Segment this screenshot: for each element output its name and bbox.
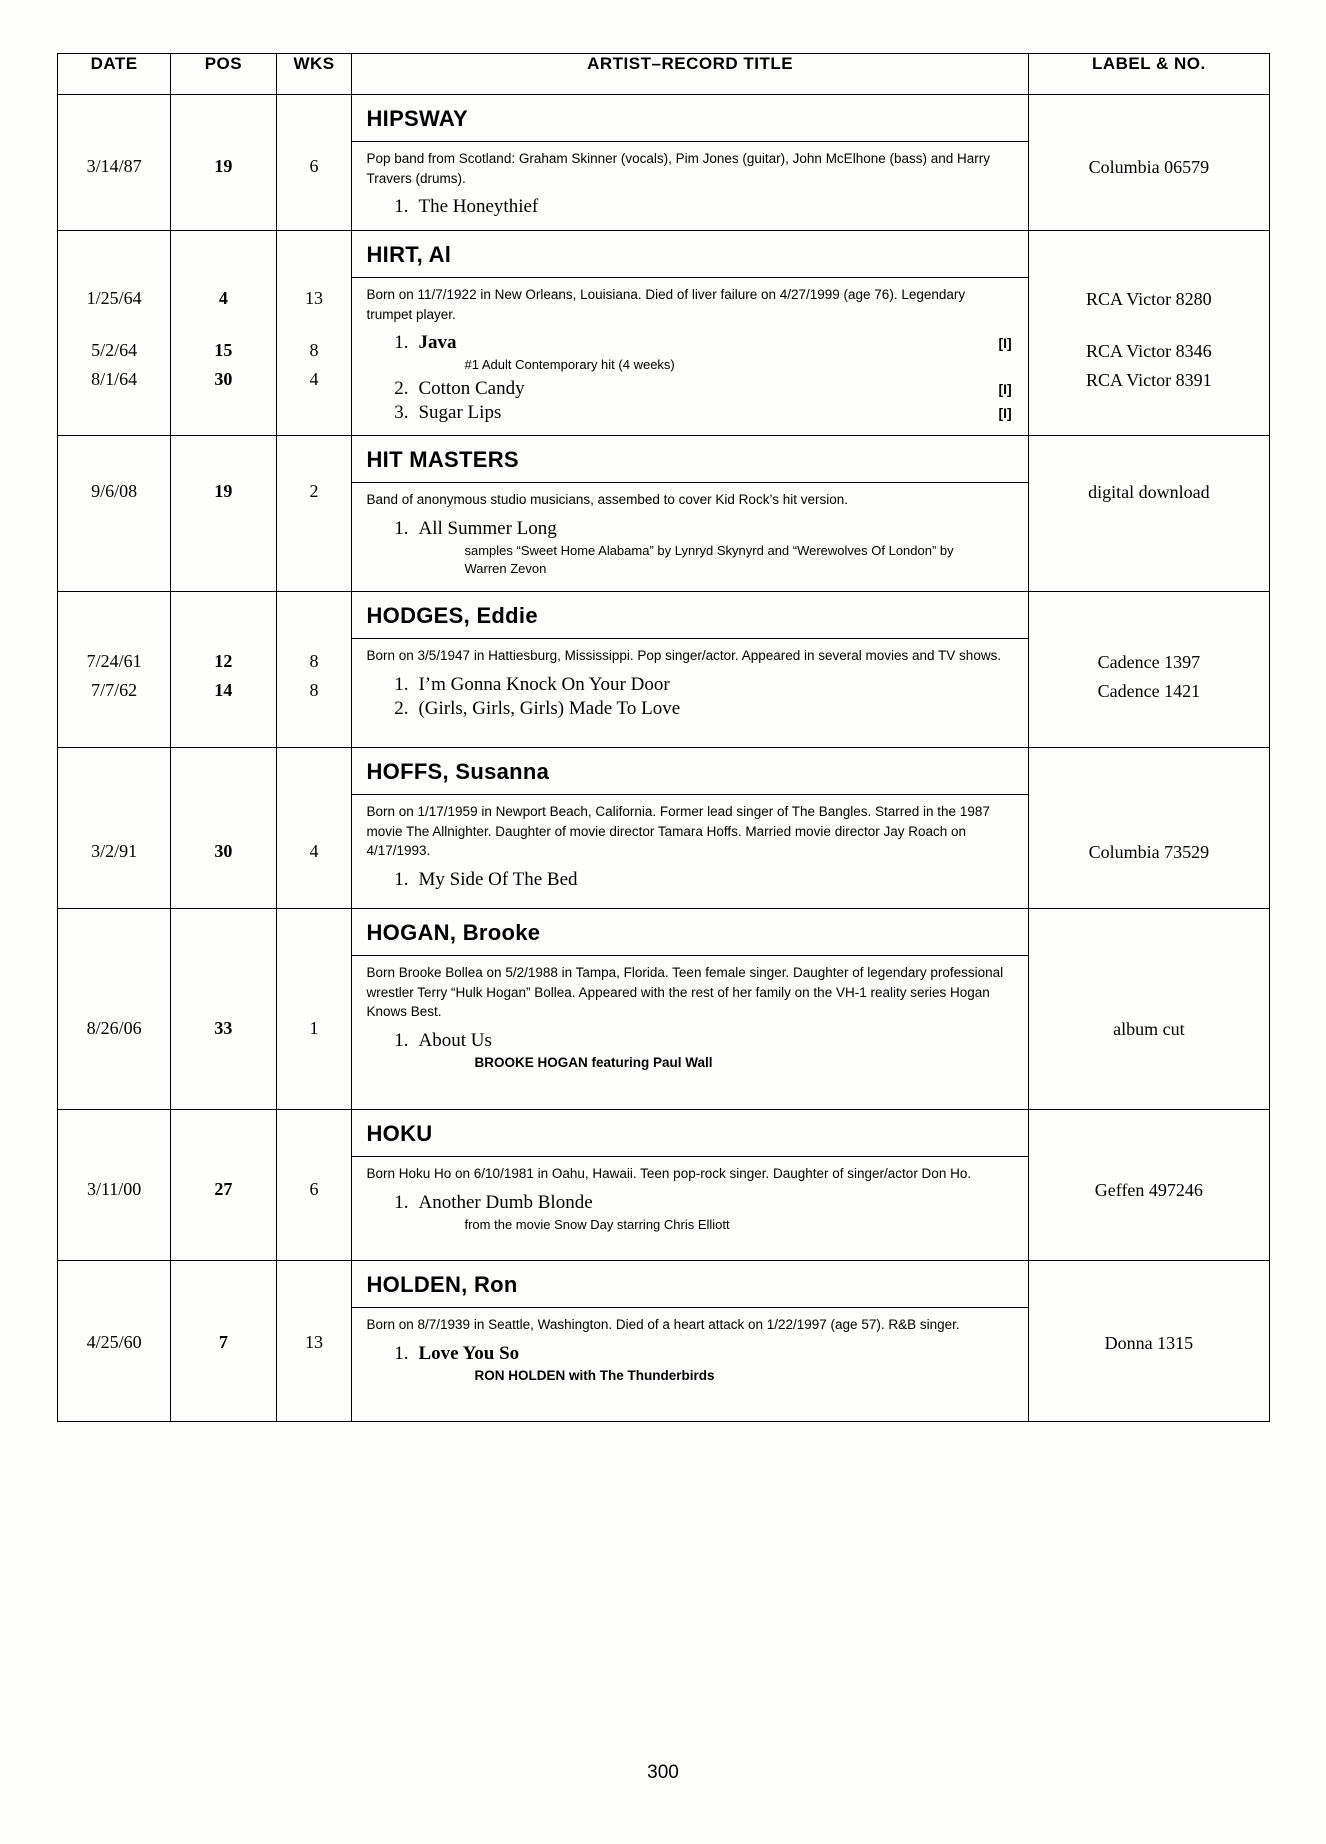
song-number: 1. xyxy=(394,332,409,354)
pos-column xyxy=(171,1261,276,1422)
song-list xyxy=(352,515,1027,591)
record-label-and-number: Columbia 73529 xyxy=(1088,842,1210,863)
wks-column xyxy=(276,1110,352,1261)
chart-date: 3/14/87 xyxy=(86,156,142,176)
song-entry xyxy=(352,868,1027,892)
song-note: samples “Sweet Home Alabama” by Lynryd Skynyrd and “Werewolves Of London” by Warren Zevon xyxy=(464,542,954,577)
wks-column xyxy=(276,592,352,748)
song-number: 2. xyxy=(394,378,409,400)
table-body xyxy=(58,95,1270,1422)
chart-peak-position: 14 xyxy=(214,680,233,701)
artist-name: HODGES, Eddie xyxy=(352,592,1027,639)
chart-peak-position: 30 xyxy=(214,369,233,389)
date-column xyxy=(58,436,171,592)
artist-biography: Born Brooke Bollea on 5/2/1988 in Tampa, Florida. Teen female singer. Daughter of legendary professional wrestler Terry “Hulk Hogan” Bollea. Appeared with the rest of her family on the VH-1 reality series Hogan Knows Best. xyxy=(366,965,1004,1020)
artist-entry-row xyxy=(58,748,1270,909)
record-chart-table xyxy=(57,53,1270,1422)
artist-entry-row xyxy=(58,436,1270,592)
artist-name: HOGAN, Brooke xyxy=(352,909,1027,956)
song-list xyxy=(352,193,1027,229)
chart-peak-position: 30 xyxy=(214,841,233,862)
song-number: 1. xyxy=(394,1342,409,1364)
song-list xyxy=(352,1189,1027,1247)
artist-biography: Born on 1/17/1959 in Newport Beach, California. Former lead singer of The Bangles. Starred in the 1987 movie The Allnighter. Daughter of movie director Tamara Hoffs. Married movie director Jay Roach on 4/17/1993. xyxy=(366,804,990,859)
chart-peak-position: 19 xyxy=(214,481,233,502)
song-number: 1. xyxy=(394,673,409,695)
instrumental-flag: [I] xyxy=(998,335,1012,352)
date-column xyxy=(58,95,171,231)
artist-biography: Born on 3/5/1947 in Hattiesburg, Mississippi. Pop singer/actor. Appeared in several movies and TV shows. xyxy=(366,648,1002,664)
chart-peak-position: 12 xyxy=(214,651,233,672)
song-entry xyxy=(352,401,1027,425)
header-label-no: LABEL & NO. xyxy=(1028,54,1269,95)
label-column xyxy=(1028,95,1269,231)
chart-date: 8/1/64 xyxy=(91,369,138,389)
wks-column xyxy=(276,748,352,909)
chart-date: 4/25/60 xyxy=(86,1332,142,1353)
artist-entry-row xyxy=(58,1110,1270,1261)
artist-record-cell xyxy=(352,1110,1028,1261)
chart-peak-position: 19 xyxy=(214,156,233,176)
artist-name: HOKU xyxy=(352,1110,1027,1157)
wks-column xyxy=(276,909,352,1110)
song-number: 3. xyxy=(394,402,409,424)
chart-weeks: 8 xyxy=(309,340,319,360)
record-label-and-number: Cadence 1421 xyxy=(1097,681,1201,702)
chart-weeks: 8 xyxy=(309,680,319,701)
song-number: 1. xyxy=(394,517,409,539)
chart-date: 7/7/62 xyxy=(91,680,138,701)
record-label-and-number: album cut xyxy=(1113,1019,1185,1040)
chart-peak-position: 15 xyxy=(214,340,233,360)
chart-date: 9/6/08 xyxy=(91,481,138,502)
record-label-and-number: digital download xyxy=(1088,482,1210,503)
song-number: 1. xyxy=(394,1029,409,1051)
chart-weeks: 2 xyxy=(309,481,319,502)
chart-weeks: 8 xyxy=(309,651,319,672)
song-note: BROOKE HOGAN featuring Paul Wall xyxy=(474,1054,713,1070)
song-list xyxy=(352,1027,1027,1086)
pos-column xyxy=(171,748,276,909)
date-column xyxy=(58,748,171,909)
chart-weeks: 4 xyxy=(309,369,319,389)
song-note: from the movie Snow Day starring Chris Elliott xyxy=(464,1216,730,1232)
label-column xyxy=(1028,1110,1269,1261)
artist-entry-row xyxy=(58,95,1270,231)
song-title: Cotton Candy xyxy=(418,378,525,400)
date-column xyxy=(58,592,171,748)
header-wks: WKS xyxy=(276,54,352,95)
record-label-and-number: RCA Victor 8391 xyxy=(1086,370,1212,390)
song-title: (Girls, Girls, Girls) Made To Love xyxy=(418,697,681,719)
chart-peak-position: 33 xyxy=(214,1018,233,1039)
song-title: About Us xyxy=(418,1029,492,1051)
pos-column xyxy=(171,95,276,231)
artist-biography: Pop band from Scotland: Graham Skinner (vocals), Pim Jones (guitar), John McElhone (bass) and Harry Travers (drums). xyxy=(366,151,991,186)
record-label-and-number: RCA Victor 8346 xyxy=(1086,341,1212,361)
pos-column xyxy=(171,231,276,436)
artist-name: HOLDEN, Ron xyxy=(352,1261,1027,1308)
artist-entry-row xyxy=(58,1261,1270,1422)
pos-column xyxy=(171,436,276,592)
header-artist-record-title: ARTIST–RECORD TITLE xyxy=(352,54,1028,95)
chart-date: 8/26/06 xyxy=(86,1018,142,1039)
date-column xyxy=(58,1110,171,1261)
artist-record-cell xyxy=(352,95,1028,231)
chart-weeks: 6 xyxy=(309,156,319,176)
song-title: Love You So xyxy=(418,1342,520,1364)
song-number: 2. xyxy=(394,697,409,719)
artist-record-cell xyxy=(352,231,1028,436)
artist-record-cell xyxy=(352,748,1028,909)
artist-name: HIT MASTERS xyxy=(352,436,1027,483)
song-list xyxy=(352,671,1027,731)
chart-peak-position: 4 xyxy=(218,288,228,308)
song-entry xyxy=(352,1191,1027,1215)
artist-record-cell xyxy=(352,1261,1028,1422)
pos-column xyxy=(171,909,276,1110)
chart-date: 3/11/00 xyxy=(86,1179,142,1200)
song-entry xyxy=(352,331,1027,355)
chart-date: 3/2/91 xyxy=(91,841,138,862)
song-title: Another Dumb Blonde xyxy=(418,1191,593,1213)
song-entry xyxy=(352,673,1027,697)
song-entry xyxy=(352,1342,1027,1366)
artist-entry-row xyxy=(58,592,1270,748)
date-column xyxy=(58,909,171,1110)
wks-column xyxy=(276,231,352,436)
pos-column xyxy=(171,1110,276,1261)
song-list xyxy=(352,866,1027,902)
chart-date: 7/24/61 xyxy=(86,651,142,672)
label-column xyxy=(1028,1261,1269,1422)
label-column xyxy=(1028,436,1269,592)
artist-biography: Band of anonymous studio musicians, assembed to cover Kid Rock’s hit version. xyxy=(366,492,848,508)
song-entry xyxy=(352,517,1027,541)
table-header-row xyxy=(58,54,1270,95)
pos-column xyxy=(171,592,276,748)
song-number: 1. xyxy=(394,196,409,218)
wks-column xyxy=(276,436,352,592)
song-title: Java xyxy=(418,332,457,354)
song-note: RON HOLDEN with The Thunderbirds xyxy=(474,1367,715,1383)
chart-weeks: 6 xyxy=(309,1179,319,1200)
date-column xyxy=(58,1261,171,1422)
chart-weeks: 13 xyxy=(305,288,324,308)
artist-record-cell xyxy=(352,909,1028,1110)
record-label-and-number: Cadence 1397 xyxy=(1097,652,1201,673)
label-column xyxy=(1028,748,1269,909)
song-title: My Side Of The Bed xyxy=(418,868,578,890)
wks-column xyxy=(276,1261,352,1422)
artist-entry-row xyxy=(58,231,1270,436)
chart-weeks: 13 xyxy=(305,1332,324,1353)
header-date: DATE xyxy=(58,54,171,95)
instrumental-flag: [I] xyxy=(998,381,1012,398)
song-note: #1 Adult Contemporary hit (4 weeks) xyxy=(464,357,675,373)
song-list xyxy=(352,329,1027,435)
label-column xyxy=(1028,592,1269,748)
date-column xyxy=(58,231,171,436)
instrumental-flag: [I] xyxy=(998,405,1012,422)
record-label-and-number: Columbia 06579 xyxy=(1088,157,1210,177)
song-title: Sugar Lips xyxy=(418,402,502,424)
page-number: 300 xyxy=(647,1762,679,1783)
label-column xyxy=(1028,231,1269,436)
chart-peak-position: 7 xyxy=(218,1332,228,1353)
artist-biography: Born Hoku Ho on 6/10/1981 in Oahu, Hawaii. Teen pop-rock singer. Daughter of singer/actor Don Ho. xyxy=(366,1166,972,1182)
song-list xyxy=(352,1340,1027,1399)
song-number: 1. xyxy=(394,1191,409,1213)
song-title: I’m Gonna Knock On Your Door xyxy=(418,673,670,695)
record-label-and-number: Donna 1315 xyxy=(1104,1333,1194,1354)
artist-record-cell xyxy=(352,436,1028,592)
song-entry xyxy=(352,377,1027,401)
chart-weeks: 4 xyxy=(309,841,319,862)
song-title: All Summer Long xyxy=(418,517,557,539)
song-entry xyxy=(352,195,1027,219)
record-label-and-number: Geffen 497246 xyxy=(1094,1180,1203,1201)
song-entry xyxy=(352,1029,1027,1053)
artist-biography: Born on 11/7/1922 in New Orleans, Louisiana. Died of liver failure on 4/27/1999 (age 76). Legendary trumpet player. xyxy=(366,287,966,322)
artist-record-cell xyxy=(352,592,1028,748)
chart-weeks: 1 xyxy=(309,1018,319,1039)
artist-name: HOFFS, Susanna xyxy=(352,748,1027,795)
chart-date: 1/25/64 xyxy=(86,288,142,308)
wks-column xyxy=(276,95,352,231)
song-entry xyxy=(352,697,1027,721)
chart-date: 5/2/64 xyxy=(91,340,138,360)
artist-biography: Born on 8/7/1939 in Seattle, Washington. Died of a heart attack on 1/22/1997 (age 57). R&B singer. xyxy=(366,1317,960,1333)
artist-name: HIPSWAY xyxy=(352,95,1027,142)
song-title: The Honeythief xyxy=(418,196,539,218)
artist-entry-row xyxy=(58,909,1270,1110)
artist-name: HIRT, Al xyxy=(352,231,1027,278)
record-label-and-number: RCA Victor 8280 xyxy=(1086,289,1212,309)
chart-peak-position: 27 xyxy=(214,1179,233,1200)
label-column xyxy=(1028,909,1269,1110)
header-pos: POS xyxy=(171,54,276,95)
song-number: 1. xyxy=(394,868,409,890)
